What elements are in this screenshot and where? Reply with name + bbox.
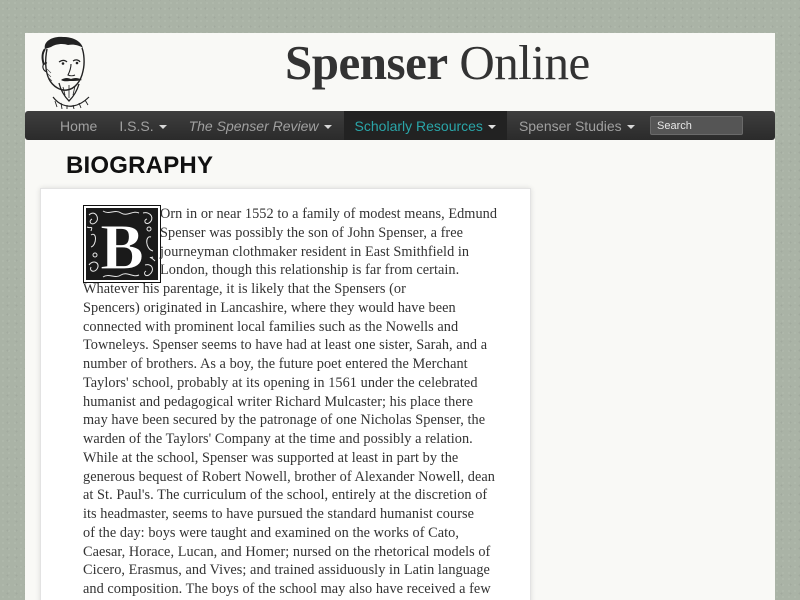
nav-item-label: The Spenser Review bbox=[188, 117, 319, 134]
bio-line: Spencers) originated in Lancashire, where they would have been bbox=[83, 299, 456, 316]
site-title-regular: Online bbox=[459, 35, 590, 90]
page-title: BIOGRAPHY bbox=[66, 152, 214, 179]
bio-line: at St. Paul's. The curriculum of the school, entirely at the discretion of bbox=[83, 487, 488, 504]
nav-item-spenser-studies[interactable] bbox=[507, 111, 643, 140]
bio-line: may have been secured by the patronage of one Nicholas Spenser, the bbox=[83, 412, 486, 429]
bio-line: its headmaster, seems to have pursued the standard humanist course bbox=[83, 506, 475, 522]
bio-line: Taylors' school, probably at its opening in 1561 under the celebrated bbox=[83, 374, 478, 391]
bio-line: connected with prominent local families such as the Nowells and bbox=[83, 318, 459, 335]
main-navbar bbox=[25, 111, 775, 140]
bio-line: While at the school, Spenser was supported at least in part by the bbox=[83, 449, 459, 466]
search-input[interactable] bbox=[650, 116, 743, 135]
bio-line: Spenser was possibly the son of John Spenser, a free bbox=[160, 224, 464, 241]
nav-item-label: Spenser Studies bbox=[518, 117, 622, 134]
nav-item-label: I.S.S. bbox=[119, 117, 154, 134]
bio-line: and composition. The boys of the school may also have received a few bbox=[83, 581, 491, 597]
spenser-portrait-logo[interactable] bbox=[33, 35, 93, 109]
bio-line: Orn in or near 1552 to a family of modest means, Edmund bbox=[160, 206, 498, 222]
caret-down-icon bbox=[319, 123, 332, 129]
biography-card bbox=[40, 188, 531, 600]
bio-line: Whatever his parentage, it is likely that the Spensers (or bbox=[83, 281, 406, 297]
site-title[interactable] bbox=[285, 34, 590, 91]
bio-line: number of brothers. As a boy, the future poet entered the Merchant bbox=[83, 356, 468, 372]
nav-item-label: Scholarly Resources bbox=[354, 117, 483, 134]
caret-down-icon bbox=[483, 123, 496, 129]
biography-text bbox=[83, 205, 513, 599]
dropcap-letter: B bbox=[99, 211, 145, 283]
caret-down-icon bbox=[154, 123, 167, 129]
bio-line: Cicero, Erasmus, and Vives; and trained assiduously in Latin language bbox=[83, 562, 490, 579]
nav-item-scholarly-resources[interactable] bbox=[344, 111, 507, 140]
bio-line: of the day: boys were taught and examined on the works of Cato, bbox=[83, 524, 459, 541]
nav-item-spenser-review[interactable] bbox=[175, 111, 344, 140]
bio-line: humanist and pedagogical writer Richard Mulcaster; his place there bbox=[83, 393, 473, 410]
caret-down-icon bbox=[622, 123, 635, 129]
bio-line: generous bequest of Robert Nowell, brother of Alexander Nowell, dean bbox=[83, 468, 495, 485]
site-title-bold: Spenser bbox=[285, 35, 448, 90]
bio-line: journeyman clothmaker resident in East Smithfield in bbox=[160, 243, 470, 260]
nav-item-iss[interactable] bbox=[111, 111, 174, 140]
bio-line: London, though this relationship is far from certain. bbox=[160, 262, 460, 279]
site-header bbox=[25, 33, 775, 111]
bio-line: Towneleys. Spenser seems to have had at least one sister, Sarah, and a bbox=[83, 337, 488, 354]
page-container bbox=[25, 33, 775, 600]
bio-line: warden of the Taylors' Company at the time and possibly a relation. bbox=[83, 431, 473, 447]
nav-item-home[interactable] bbox=[25, 111, 111, 140]
bio-line: Caesar, Horace, Lucan, and Homer; nursed on the rhetorical models of bbox=[83, 543, 491, 560]
nav-item-label: Home bbox=[60, 117, 98, 134]
